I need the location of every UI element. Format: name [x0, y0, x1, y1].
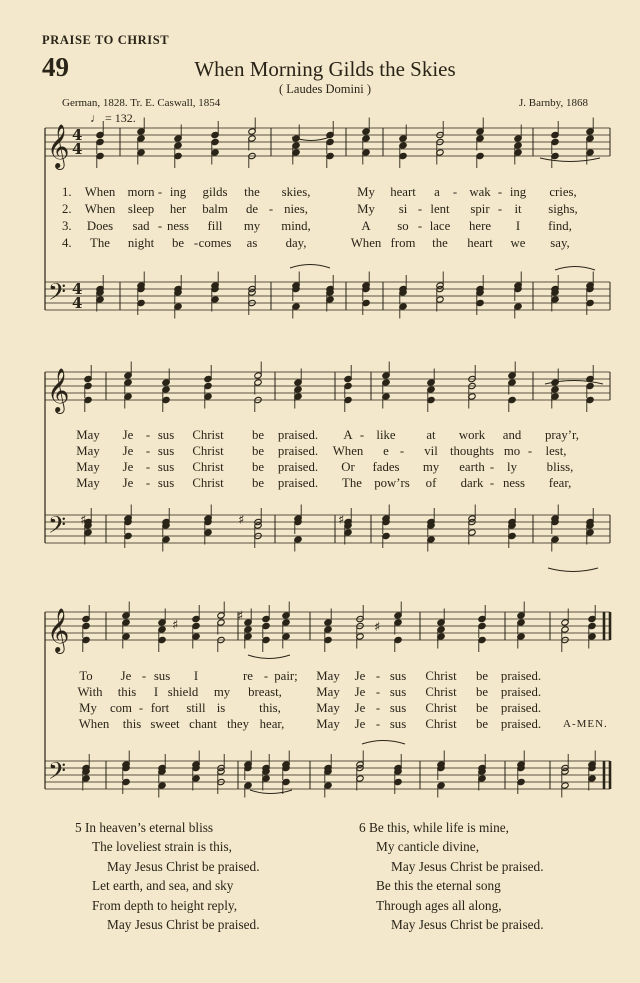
syllable: -	[527, 444, 533, 458]
syllable: so	[397, 219, 409, 233]
syllable: heart	[467, 236, 493, 250]
syllable: they	[226, 717, 250, 731]
verse-1-line	[0, 669, 640, 685]
hymn-title: When Morning Gilds the Skies	[194, 57, 456, 81]
verse-number: 3.	[62, 219, 72, 233]
syllable: this	[117, 685, 137, 699]
syllable: pray’r,	[545, 428, 579, 442]
stanza-6	[359, 818, 544, 934]
syllable: mind,	[281, 219, 311, 233]
syllable: de	[245, 202, 259, 216]
syllable: be	[475, 717, 489, 731]
syllable: -	[141, 669, 147, 683]
syllable: be	[171, 236, 185, 250]
syllable: ly	[507, 460, 517, 474]
syllable: -	[375, 701, 381, 715]
treble-clef-icon: 𝄞	[47, 368, 70, 412]
syllable: praised.	[277, 476, 319, 490]
syllable: May	[76, 428, 100, 442]
syllable: -	[497, 202, 503, 216]
time-signature-denominator: 4	[72, 294, 83, 312]
syllable: ing	[169, 185, 187, 199]
syllable: gilds	[202, 185, 228, 199]
syllable: My	[357, 185, 375, 199]
syllable: sus	[157, 460, 175, 474]
syllable: sus	[157, 428, 175, 442]
syllable: Christ	[425, 717, 457, 731]
stanza-number: 5	[75, 820, 82, 835]
time-signature-denominator: 4	[72, 140, 83, 158]
syllable: Je	[354, 685, 366, 699]
syllable: When	[332, 444, 364, 458]
syllable: Christ	[425, 669, 457, 683]
syllable: May	[316, 717, 340, 731]
syllable: -	[375, 685, 381, 699]
syllable: Je	[354, 669, 366, 683]
syllable: sus	[389, 669, 407, 683]
syllable: mo	[503, 444, 521, 458]
syllable: sighs,	[548, 202, 578, 216]
syllable: my	[422, 460, 440, 474]
syllable: sus	[157, 476, 175, 490]
syllable: be	[251, 460, 265, 474]
syllable: shield	[167, 685, 199, 699]
syllable: Christ	[425, 685, 457, 699]
syllable: May	[76, 476, 100, 490]
syllable: sus	[389, 685, 407, 699]
syllable: day,	[285, 236, 307, 250]
syllable: the	[432, 236, 448, 250]
syllable: sus	[153, 669, 171, 683]
syllable: -	[268, 202, 274, 216]
syllable: com	[109, 701, 133, 715]
tie-slur	[555, 267, 595, 271]
syllable: my	[243, 219, 261, 233]
syllable: night	[127, 236, 155, 250]
syllable: I	[153, 685, 159, 699]
syllable: Christ	[192, 460, 224, 474]
syllable: -	[417, 219, 423, 233]
verse-3-line	[0, 219, 640, 235]
syllable: my	[213, 685, 231, 699]
syllable: wak	[469, 185, 491, 199]
syllable: breast,	[248, 685, 282, 699]
syllable: fear,	[548, 476, 572, 490]
syllable: Je	[354, 701, 366, 715]
stanza-text: Be this, while life is mine,	[368, 820, 509, 835]
treble-clef-icon: 𝄞	[47, 608, 70, 652]
syllable: -	[145, 428, 151, 442]
sharp-icon: ♯	[237, 609, 244, 624]
stanza-line: May Jesus Christ be praised.	[391, 858, 544, 874]
syllable: of	[425, 476, 437, 490]
tie-slur	[248, 655, 290, 659]
syllable: To	[79, 669, 93, 683]
stanza-line: Through ages all along,	[376, 897, 502, 913]
syllable: sus	[157, 444, 175, 458]
syllable: -	[497, 185, 503, 199]
syllable: re	[243, 669, 253, 683]
syllable: nies,	[284, 202, 308, 216]
tie-slur	[540, 158, 600, 162]
syllable: -	[489, 460, 495, 474]
syllable: lest,	[545, 444, 567, 458]
syllable: find,	[548, 219, 572, 233]
syllable: -	[157, 219, 163, 233]
syllable: this	[122, 717, 142, 731]
syllable: bliss,	[546, 460, 574, 474]
syllable: be	[251, 476, 265, 490]
syllable: still	[186, 701, 206, 715]
syllable: from	[390, 236, 416, 250]
syllable: Christ	[192, 428, 224, 442]
syllable: -	[145, 460, 151, 474]
syllable: I	[193, 669, 199, 683]
syllable: Christ	[425, 701, 457, 715]
syllable: sus	[389, 717, 407, 731]
time-signature-numerator: 4	[72, 126, 83, 144]
syllable: -	[145, 444, 151, 458]
syllable: it	[514, 202, 522, 216]
verse-3-line	[0, 701, 640, 717]
syllable: Je	[122, 460, 134, 474]
syllable: A	[361, 219, 371, 233]
syllable: pair;	[274, 669, 298, 683]
sharp-icon: ♯	[172, 618, 179, 633]
syllable: as	[246, 236, 258, 250]
bass-clef-icon: 𝄢	[48, 757, 67, 790]
syllable: My	[357, 202, 375, 216]
stanza-line: Be this the eternal song	[376, 878, 501, 894]
syllable: fort	[150, 701, 170, 715]
verse-3-line	[0, 460, 640, 476]
syllable: say,	[550, 236, 570, 250]
syllable: When	[84, 185, 116, 199]
stanza-text: In heaven’s eternal bliss	[84, 820, 214, 835]
syllable: work	[458, 428, 486, 442]
syllable: -	[193, 236, 199, 250]
syllable: a	[434, 185, 440, 199]
stanza-line: May Jesus Christ be praised.	[391, 917, 544, 933]
syllable: we	[510, 236, 526, 250]
syllable: thoughts	[449, 444, 495, 458]
syllable: dark	[460, 476, 484, 490]
verse-4-line	[0, 476, 640, 492]
syllable: praised.	[277, 428, 319, 442]
syllable: Je	[120, 669, 132, 683]
treble-clef-icon: 𝄞	[47, 124, 70, 168]
syllable: lent	[430, 202, 450, 216]
tempo-marking: ♩ = 132.	[90, 111, 136, 125]
stanza-line: My canticle divine,	[376, 839, 480, 855]
verse-1-line	[0, 185, 640, 201]
words-credit: German, 1828. Tr. E. Caswall, 1854	[62, 97, 221, 109]
syllable: -	[452, 185, 458, 199]
syllable: I	[515, 219, 521, 233]
syllable: like	[376, 428, 396, 442]
bass-clef-icon: 𝄢	[48, 511, 67, 544]
syllable: Christ	[192, 444, 224, 458]
syllable: earth	[459, 460, 485, 474]
syllable: May	[316, 701, 340, 715]
verse-1-line	[0, 428, 640, 444]
syllable: at	[426, 428, 436, 442]
syllable: -	[263, 669, 269, 683]
syllable: the	[244, 185, 260, 199]
syllable: -	[489, 476, 495, 490]
syllable: fill	[207, 219, 223, 233]
syllable: be	[251, 428, 265, 442]
syllable: be	[475, 669, 489, 683]
syllable: sad	[132, 219, 150, 233]
syllable: May	[76, 460, 100, 474]
syllable: skies,	[281, 185, 311, 199]
tie-slur	[290, 265, 330, 269]
stanza-line: From depth to height reply,	[92, 897, 238, 913]
tune-name: ( Laudes Domini )	[279, 82, 371, 96]
amen-label: A-MEN.	[563, 718, 608, 730]
stanza-line: Let earth, and sea, and sky	[92, 878, 234, 894]
syllable: My	[79, 701, 97, 715]
syllable: -	[138, 701, 144, 715]
bass-clef-icon: 𝄢	[48, 278, 67, 311]
syllable: sus	[389, 701, 407, 715]
syllable: praised.	[500, 685, 542, 699]
tie-slur	[362, 741, 405, 745]
syllable: Je	[122, 476, 134, 490]
syllable: chant	[189, 717, 217, 731]
syllable: Je	[122, 428, 134, 442]
syllable: spir	[470, 202, 490, 216]
syllable: -	[375, 669, 381, 683]
syllable: si	[398, 202, 408, 216]
verse-2-line	[0, 685, 640, 701]
syllable: morn	[127, 185, 155, 199]
syllable: this,	[259, 701, 281, 715]
time-signature-numerator: 4	[72, 280, 83, 298]
syllable: her	[169, 202, 187, 216]
syllable: The	[90, 236, 110, 250]
syllable: A	[343, 428, 353, 442]
stanza-5	[75, 818, 260, 934]
stanza-line	[359, 818, 544, 837]
syllable: praised.	[277, 460, 319, 474]
verse-2-line	[0, 202, 640, 218]
stanza-line: The loveliest strain is this,	[92, 839, 232, 855]
stanza-line	[75, 818, 260, 837]
syllable: May	[316, 669, 340, 683]
syllable: sleep	[127, 202, 155, 216]
syllable: and	[502, 428, 522, 442]
syllable: be	[475, 685, 489, 699]
stanza-line: May Jesus Christ be praised.	[107, 917, 260, 933]
sharp-icon: ♯	[338, 513, 345, 528]
syllable: be	[251, 444, 265, 458]
syllable: praised.	[500, 669, 542, 683]
stanza-line: May Jesus Christ be praised.	[107, 858, 260, 874]
syllable: comes	[198, 236, 232, 250]
syllable: -	[399, 444, 405, 458]
syllable: With	[77, 685, 103, 699]
syllable: praised.	[500, 701, 542, 715]
sharp-icon: ♯	[374, 620, 381, 635]
syllable: lace	[429, 219, 451, 233]
section-heading: PRAISE TO CHRIST	[42, 33, 170, 47]
syllable: May	[316, 685, 340, 699]
syllable: here	[468, 219, 492, 233]
syllable: May	[76, 444, 100, 458]
syllable: heart	[390, 185, 416, 199]
syllable: -	[359, 428, 365, 442]
sharp-icon: ♯	[238, 513, 245, 528]
verse-4-line	[0, 717, 640, 733]
verse-number: 1.	[62, 185, 72, 199]
verse-number: 4.	[62, 236, 72, 250]
syllable: e	[383, 444, 389, 458]
syllable: be	[475, 701, 489, 715]
syllable: -	[157, 185, 163, 199]
music-credit: J. Barnby, 1868	[519, 97, 588, 109]
syllable: fades	[372, 460, 400, 474]
syllable: sweet	[150, 717, 180, 731]
syllable: Does	[86, 219, 114, 233]
syllable: praised.	[277, 444, 319, 458]
tie-slur	[548, 568, 598, 572]
syllable: The	[342, 476, 362, 490]
syllable: Christ	[192, 476, 224, 490]
tie-slur	[250, 790, 292, 794]
syllable: -	[145, 476, 151, 490]
syllable: ness	[502, 476, 526, 490]
syllable: hear,	[259, 717, 285, 731]
verse-number: 2.	[62, 202, 72, 216]
syllable: balm	[202, 202, 228, 216]
syllable: When	[84, 202, 116, 216]
syllable: ness	[166, 219, 190, 233]
syllable: is	[216, 701, 226, 715]
syllable: pow’rs	[374, 476, 410, 490]
syllable: vil	[424, 444, 438, 458]
verse-2-line	[0, 444, 640, 460]
syllable: When	[350, 236, 382, 250]
syllable: Or	[341, 460, 355, 474]
syllable: -	[375, 717, 381, 731]
syllable: Je	[354, 717, 366, 731]
syllable: cries,	[549, 185, 577, 199]
syllable: -	[417, 202, 423, 216]
syllable: Je	[122, 444, 134, 458]
syllable: ing	[509, 185, 527, 199]
hymn-number: 49	[42, 52, 69, 82]
syllable: When	[78, 717, 110, 731]
stanza-number: 6	[359, 820, 366, 835]
syllable: praised.	[500, 717, 542, 731]
sharp-icon: ♯	[80, 513, 87, 528]
verse-4-line	[0, 236, 640, 252]
